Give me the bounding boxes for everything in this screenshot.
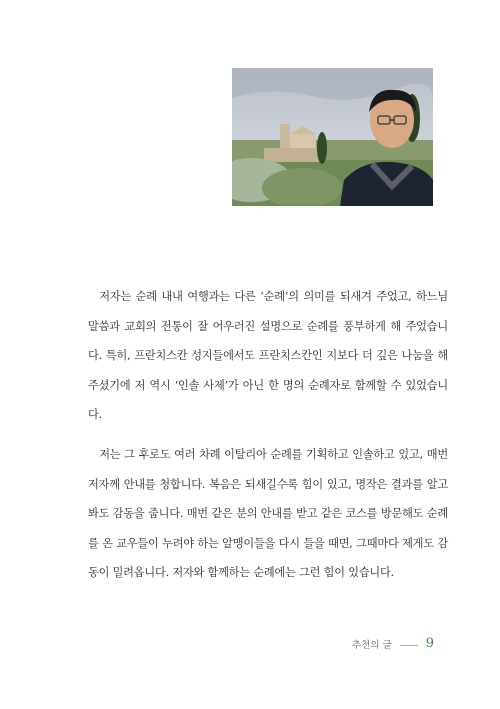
page-footer bbox=[352, 636, 434, 651]
paragraph-1: 저자는 순례 내내 여행과는 다른 ‘순례’의 의미를 되새겨 주었고, 하느님 말씀과 교회의 전통이 잘 어우러진 설명으로 순례를 풍부하게 해 주었습니다. 특히, 프란치스칸 성지들에서도 프란치스칸인 지보다 더 깊은 나눔을 해 주셨기에 저 역시 ‘인솔 사제’가 아닌 한 명의 순례자로 함께할 수 있었습니다. bbox=[88, 290, 448, 421]
author-photo bbox=[232, 68, 433, 206]
paragraph-2: 저는 그 후로도 여러 차례 이탈리아 순례를 기획하고 인솔하고 있고, 매번 저자께 안내를 청합니다. 복음은 되새길수록 힘이 있고, 명작은 결과를 알고 봐도 감동을 줍니다. 매번 같은 분의 안내를 받고 같은 코스를 방문해도 순례를 온 교우들이 누려야 하는 알맹이들을 다시 들을 때면, 그때마다 제게도 감동이 밀려옵니다. 저자와 함께하는 순례에는 그런 힘이 있습니다. bbox=[88, 448, 448, 579]
author-photo-image bbox=[232, 68, 433, 206]
page-number: 9 bbox=[425, 636, 434, 651]
footer-rule bbox=[400, 645, 418, 646]
section-title: 추천의 글 bbox=[351, 639, 392, 651]
